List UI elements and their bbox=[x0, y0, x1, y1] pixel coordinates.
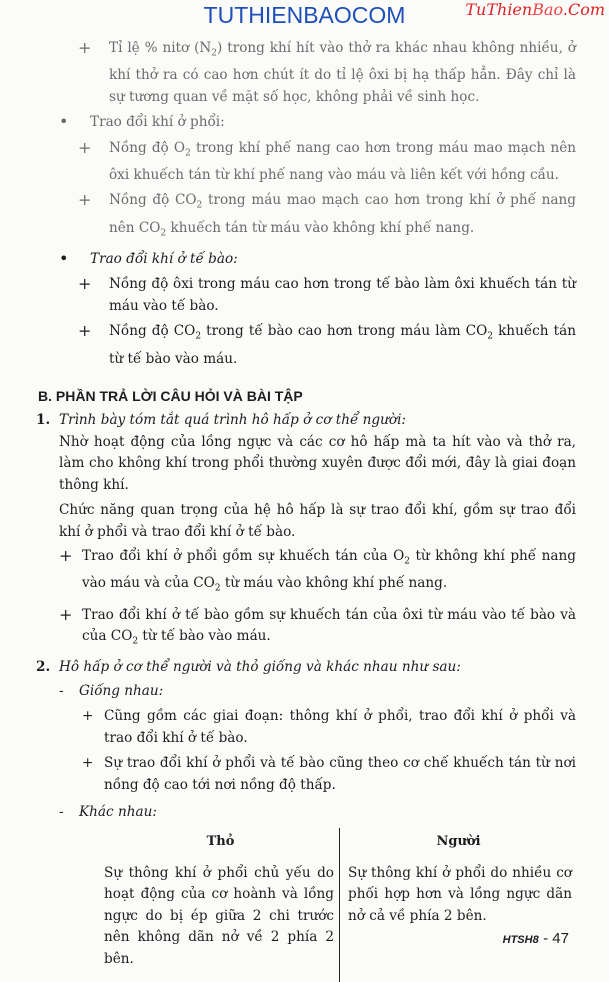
nitrogen-text: Tỉ lệ % nitơ $(N_2)$ trong khí hít vào thở ra khác nhau không nhiều, ở khí thở ra có cao hơn chút ít do tỉ lệ ôxi bị hạ thấp hẳn. Đây chỉ là sự tương quan về mặt số học, không phải về sinh học. bbox=[109, 40, 576, 105]
lung-item-o2 bbox=[78, 138, 576, 187]
q1-bullet-cell-text: Trao đổi khí ở tế bào gồm sự khuếch tán của ôxi từ máu vào tế bào và của $CO_2$ từ tế bào vào máu. bbox=[82, 606, 576, 647]
page-content bbox=[36, 38, 576, 982]
dash-mark: - bbox=[59, 804, 64, 821]
plus-mark: + bbox=[78, 321, 92, 341]
lung-o2-text: Nồng độ $O_2$ trong khí phế nang cao hơn trong máu mao mạch nên ôxi khuếch tán từ khí phế nang vào máu và liên kết với hồng cầu. bbox=[109, 139, 576, 183]
plus-mark: + bbox=[78, 137, 92, 157]
bullet-lung-exchange bbox=[59, 112, 576, 134]
plus-mark: + bbox=[78, 38, 92, 57]
lung-co2-text: Nồng độ $CO_2$ trong máu mao mạch cao hơn trong khí ở phế nang nên $CO_2$ khuếch tán từ máu vào không khí phế nang. bbox=[109, 192, 576, 239]
table-header-rabbit: Thỏ bbox=[206, 833, 235, 849]
header-logo bbox=[465, 0, 605, 19]
cell-co2-text: Nồng độ $CO_2$ trong tế bào cao hơn trong máu làm $CO_2$ khuếch tán từ tế bào vào máu. bbox=[109, 323, 576, 367]
dash-mark: - bbox=[59, 682, 64, 699]
question-1-title bbox=[36, 410, 576, 432]
question-2-title bbox=[36, 657, 576, 679]
question-number: 1. bbox=[36, 412, 51, 429]
question-number: 2. bbox=[36, 659, 51, 676]
header-brand: TUTHIENBAOCOM bbox=[203, 2, 406, 28]
nitrogen-item bbox=[78, 38, 576, 108]
plus-mark: + bbox=[82, 755, 94, 772]
q1-bullet-cell bbox=[59, 605, 576, 654]
question-2-text: Hô hấp ở cơ thể người và thỏ giống và khác nhau như sau: bbox=[59, 659, 461, 676]
bullet-dot: • bbox=[59, 248, 69, 268]
bullet-dot: • bbox=[59, 112, 69, 132]
logo-part-2: Bao bbox=[532, 0, 563, 19]
bullet-cell-exchange bbox=[59, 249, 576, 271]
q1-bullet-lung-text: Trao đổi khí ở phổi gồm sự khuếch tán của $O_2$ từ không khí phế nang vào máu và của $CO_2$ từ máu vào không khí phế nang. bbox=[82, 548, 576, 595]
q1-bullet-lung bbox=[59, 546, 576, 600]
plus-mark: + bbox=[78, 274, 92, 294]
cell-item-co2 bbox=[78, 321, 576, 370]
cell-item-o2 bbox=[78, 274, 576, 317]
cell-o2-text: Nồng độ ôxi trong máu cao hơn trong tế bào làm ôxi khuếch tán từ máu vào tế bào. bbox=[109, 276, 576, 314]
book-code: HTSH8 bbox=[502, 934, 539, 946]
diff-label: - Khác nhau: bbox=[59, 802, 576, 824]
table-header-human: Người bbox=[340, 828, 578, 863]
cell-exchange-label: Trao đổi khí ở tế bào: bbox=[90, 250, 238, 267]
lung-item-co2 bbox=[78, 190, 576, 244]
same-label: - Giống nhau: bbox=[59, 681, 576, 703]
question-1-text: Trình bày tóm tắt quá trình hô hấp ở cơ thể người: bbox=[59, 412, 406, 429]
table-cell-human: Sự thông khí ở phổi do nhiều cơ phối hợp hơn và lồng ngực dãn nở cả về phía 2 bên. bbox=[340, 863, 578, 982]
same-item-2: + Sự trao đổi khí ở phổi và tế bào cũng theo cơ chế khuếch tán từ nơi nồng độ cao tới nơi nồng độ thấp. bbox=[82, 755, 576, 793]
plus-mark: + bbox=[82, 708, 94, 725]
table-cell-rabbit: Sự thông khí ở phổi chủ yếu do hoạt động của cơ hoành và lồng ngực do bị ép giữa 2 chi trước nên không dãn nở về 2 phía 2 bên. bbox=[104, 864, 334, 967]
lung-exchange-label: Trao đổi khí ở phổi: bbox=[90, 114, 225, 131]
q1-paragraph-1: Nhờ hoạt động của lồng ngực và các cơ hô hấp mà ta hít vào và thở ra, làm cho không khí trong phổi thường xuyên được đổi mới, đây là giai đoạn thông khí. bbox=[59, 433, 576, 493]
plus-mark: + bbox=[59, 546, 73, 566]
logo-part-1: TuThien bbox=[465, 0, 533, 19]
plus-mark: + bbox=[78, 190, 92, 210]
section-b-heading: B. PHẦN TRẢ LỜI CÂU HỎI VÀ BÀI TẬP bbox=[38, 388, 303, 405]
plus-mark: + bbox=[59, 604, 73, 624]
comparison-table bbox=[102, 828, 577, 982]
page-number: - 47 bbox=[543, 930, 569, 947]
q1-paragraph-2: Chức năng quan trọng của hệ hô hấp là sự trao đổi khí, gồm sự trao đổi khí ở phổi và trao đổi khí ở tế bào. bbox=[59, 502, 576, 540]
page-footer bbox=[503, 930, 569, 948]
logo-part-3: .Com bbox=[562, 0, 605, 19]
same-item-1: + Cũng gồm các giai đoạn: thông khí ở phổi, trao đổi khí ở phổi và trao đổi khí ở tế bào. bbox=[82, 708, 576, 746]
